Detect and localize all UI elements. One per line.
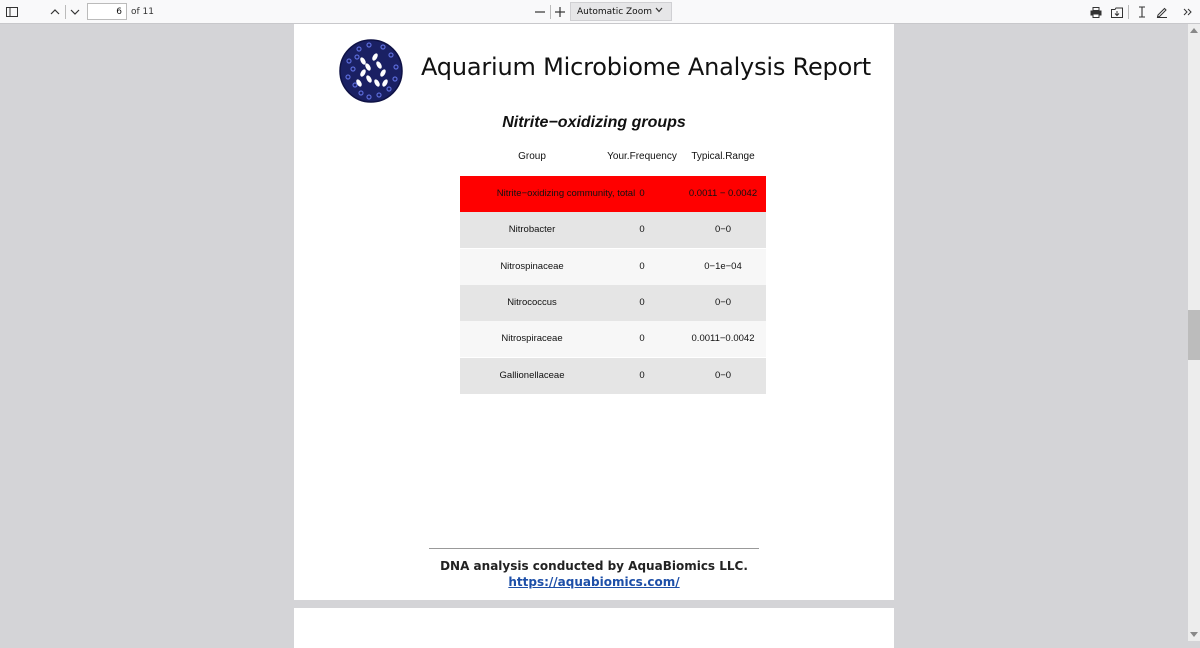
table-cell-group: Gallionellaceae	[499, 369, 565, 381]
table-row	[460, 321, 766, 357]
pdf-toolbar	[0, 0, 1200, 24]
table-cell-frequency: 0	[639, 260, 645, 272]
table-row	[460, 285, 766, 321]
table-cell-range: 0−1e−04	[704, 260, 742, 272]
table-cell-range: 0.0011−0.0042	[691, 333, 755, 345]
next-pdf-page	[294, 608, 894, 648]
next-page-icon[interactable]	[67, 0, 83, 24]
chevron-down-icon	[655, 6, 663, 16]
toolbar-divider	[65, 5, 66, 19]
footer-text: DNA analysis conducted by AquaBiomics LLC.	[440, 559, 748, 573]
print-icon[interactable]	[1088, 0, 1104, 24]
table-cell-group: Nitrobacter	[508, 224, 556, 236]
table-row	[460, 212, 766, 248]
pdf-page	[294, 24, 894, 600]
table-cell-frequency: 0	[639, 333, 645, 345]
toolbar-divider	[550, 5, 551, 19]
table-cell-frequency: 0	[639, 188, 645, 199]
download-icon[interactable]	[1109, 0, 1125, 24]
table-cell-group: Nitrospiraceae	[501, 333, 563, 345]
table-cell-frequency: 0	[639, 369, 645, 381]
table-cell-group: Nitrite−oxidizing community, total	[496, 188, 636, 199]
scrollbar-thumb[interactable]	[1188, 310, 1200, 360]
previous-page-icon[interactable]	[47, 0, 63, 24]
page-number-input[interactable]	[87, 3, 127, 20]
table-cell-group: Nitrococcus	[507, 296, 557, 308]
footer-divider	[429, 548, 759, 549]
report-title: Aquarium Microbiome Analysis Report	[421, 53, 871, 81]
table-cell-group: Nitrospinaceae	[500, 260, 564, 272]
page-count-label: of 11	[131, 7, 154, 17]
column-header-group: Group	[518, 151, 546, 162]
table-cell-frequency: 0	[639, 296, 645, 308]
scroll-down-icon[interactable]	[1190, 632, 1198, 637]
zoom-out-icon[interactable]	[532, 0, 548, 24]
more-tools-icon[interactable]	[1180, 0, 1196, 24]
zoom-in-icon[interactable]	[552, 0, 568, 24]
table-row	[460, 249, 766, 285]
sidebar-toggle-icon[interactable]	[4, 0, 20, 24]
scroll-up-icon[interactable]	[1190, 28, 1198, 33]
footer-link[interactable]: https://aquabiomics.com/	[508, 575, 680, 589]
column-header-frequency: Your.Frequency	[607, 151, 677, 162]
zoom-select-value: Automatic Zoom	[577, 6, 652, 17]
table-cell-range: 0−0	[714, 296, 732, 308]
toolbar-divider	[1128, 5, 1129, 19]
table-cell-frequency: 0	[639, 224, 645, 236]
zoom-select[interactable]	[570, 2, 672, 21]
text-cursor-icon[interactable]	[1134, 0, 1150, 24]
table-cell-range: 0−0	[714, 369, 732, 381]
table-row	[460, 176, 766, 212]
column-header-range: Typical.Range	[691, 151, 755, 162]
aquabiomics-logo	[339, 39, 403, 103]
table-cell-range: 0−0	[714, 224, 732, 236]
draw-icon[interactable]	[1154, 0, 1170, 24]
table-row	[460, 358, 766, 394]
section-title: Nitrite−oxidizing groups	[502, 114, 686, 131]
table-cell-range: 0.0011 − 0.0042	[688, 188, 758, 199]
